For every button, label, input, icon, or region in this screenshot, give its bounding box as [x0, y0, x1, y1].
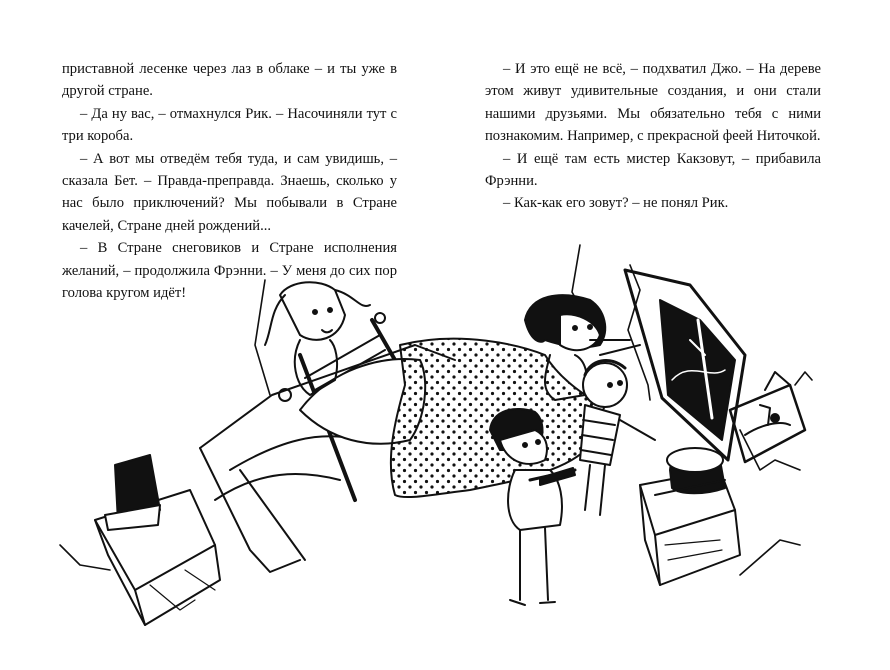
right-page-text	[485, 58, 821, 215]
bedroom-illustration	[0, 230, 890, 670]
paragraph: – Как-как его зовут? – не понял Рик.	[503, 195, 729, 212]
window	[625, 270, 745, 460]
paragraph: – И ещё там есть мистер Какзовут, – прибавила Фрэнни.	[485, 150, 821, 190]
paragraph: – А вот мы отведём тебя туда, и сам увидишь, – сказала Бет. – Правда-преправда. Знаешь, сколько у нас было приключений? Мы побывали в Стране качелей, Стране дней рождений...	[62, 150, 397, 234]
nightstand-right	[640, 448, 740, 585]
paragraph: – В Стране снеговиков и Стране исполнения желаний, – продолжила Фрэнни. – У меня до сих пор голова кругом идёт!	[62, 240, 397, 302]
paragraph: приставной лесенке через лаз в облаке – и ты уже в другой стране.	[62, 61, 397, 100]
nightstand-left	[95, 455, 220, 625]
paragraph: – Да ну вас, – отмахнулся Рик. – Насочиняли тут с три короба.	[62, 105, 397, 145]
paragraph: – И это ещё не всё, – подхватил Джо. – На дереве этом живут удивительные создания, и они стали нашими друзьями. Мы обязательно тебя с ними познакомим. Например, с прекрасной феей Ниточкой.	[485, 61, 821, 145]
